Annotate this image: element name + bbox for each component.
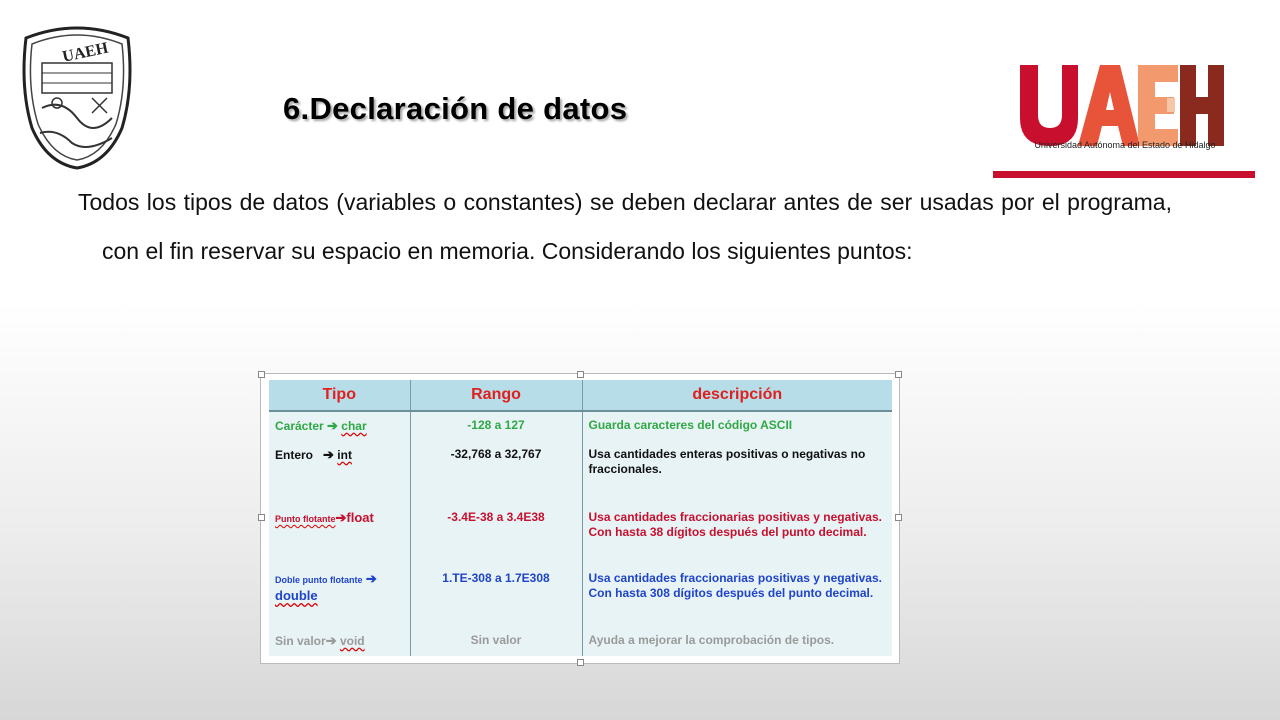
resize-handle[interactable] (577, 659, 584, 666)
resize-handle[interactable] (895, 371, 902, 378)
arrow-icon: ➔ (323, 447, 334, 462)
descripcion-cell: Usa cantidades fraccionarias positivas y negativas. Con hasta 38 dígitos después del punto decimal. (588, 510, 882, 539)
descripcion-cell: Ayuda a mejorar la comprobación de tipos. (588, 633, 835, 647)
tipo-keyword: double (275, 588, 318, 603)
tipo-cell (269, 627, 410, 656)
resize-handle[interactable] (258, 371, 265, 378)
slide-paragraph (78, 178, 1172, 276)
data-types-table-frame[interactable] (260, 373, 900, 664)
logo-subtitle: Universidad Autónoma del Estado de Hidalgo (1034, 140, 1216, 150)
university-seal-image (12, 8, 142, 173)
rango-cell: 1.TE-308 a 1.7E308 (410, 565, 582, 627)
table-row (269, 504, 892, 565)
arrow-icon: ➔ (365, 571, 377, 586)
rango-cell: -32,768 a 32,767 (410, 441, 582, 504)
descripcion-cell: Guarda caracteres del código ASCII (588, 418, 793, 432)
header-accent-bar (993, 171, 1255, 178)
header-rango: Rango (410, 380, 582, 411)
arrow-icon: ➔ (335, 510, 347, 525)
table-row (269, 565, 892, 627)
data-types-table (269, 380, 892, 656)
resize-handle[interactable] (577, 371, 584, 378)
tipo-cell (269, 504, 410, 565)
descripcion-cell: Usa cantidades enteras positivas o negativas no fraccionales. (588, 447, 866, 476)
tipo-cell (269, 565, 410, 627)
tipo-keyword: void (339, 634, 365, 648)
table-row (269, 441, 892, 504)
descripcion-cell: Usa cantidades fraccionarias positivas y negativas. Con hasta 308 dígitos después del punto decimal. (588, 571, 882, 600)
table-row (269, 411, 892, 441)
rango-cell: -128 a 127 (410, 411, 582, 441)
rango-cell: -3.4E-38 a 3.4E38 (410, 504, 582, 565)
tipo-keyword: char (341, 419, 367, 433)
tipo-label: Carácter (275, 419, 324, 433)
rango-cell: Sin valor (410, 627, 582, 656)
paragraph-text: Todos los tipos de datos (variables o constantes) se deben declarar antes de ser usadas por el programa, con el fin reservar su espacio en memoria. Considerando los siguientes puntos: (78, 189, 1172, 264)
slide-title: 6.Declaración de datos (283, 91, 628, 126)
resize-handle[interactable] (895, 514, 902, 521)
arrow-icon: ➔ (325, 633, 337, 648)
seal-text: UAEH (60, 39, 110, 66)
header-tipo: Tipo (269, 380, 410, 411)
tipo-label: Doble punto flotante (275, 575, 363, 585)
table-header-row (269, 380, 892, 411)
tipo-keyword: int (337, 448, 352, 462)
tipo-label: Sin valor (275, 634, 326, 648)
tipo-keyword: float (346, 510, 374, 525)
tipo-cell (269, 441, 410, 504)
tipo-label: Punto flotante (275, 514, 336, 524)
resize-handle[interactable] (258, 514, 265, 521)
tipo-cell (269, 411, 410, 441)
table-row (269, 627, 892, 656)
tipo-label: Entero (275, 448, 314, 462)
header-descripcion: descripción (582, 380, 892, 411)
arrow-icon: ➔ (327, 418, 338, 433)
